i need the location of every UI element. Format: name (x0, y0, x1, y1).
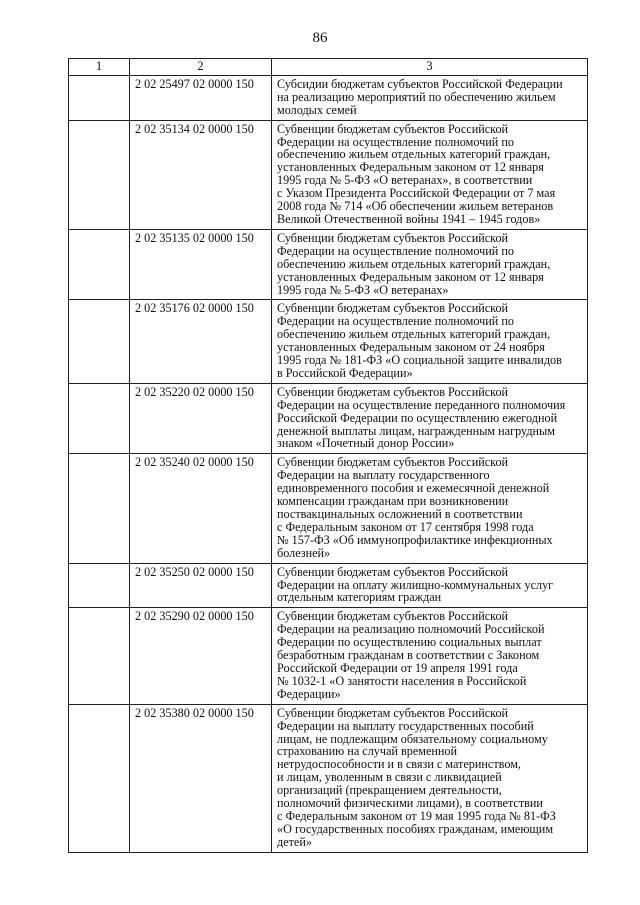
row-index-cell (69, 608, 130, 704)
table-row (69, 383, 588, 454)
budget-code-cell: 2 02 35380 02 0000 150 (130, 704, 272, 852)
column-header-1: 1 (69, 59, 130, 76)
table-row (69, 120, 588, 229)
description-cell: Субсидии бюджетам субъектов Российской Федерации на реализацию мероприятий по обеспечению жильем молодых семей (272, 75, 588, 120)
row-index-cell (69, 563, 130, 608)
description-cell: Субвенции бюджетам субъектов Российской Федерации на оплату жилищно-коммунальных услуг отдельным категориям граждан (272, 563, 588, 608)
budget-code-cell: 2 02 35176 02 0000 150 (130, 300, 272, 383)
budget-code-cell: 2 02 35290 02 0000 150 (130, 608, 272, 704)
row-index-cell (69, 300, 130, 383)
budget-code-cell: 2 02 25497 02 0000 150 (130, 75, 272, 120)
description-cell: Субвенции бюджетам субъектов Российской Федерации на осуществление полномочий по обеспечению жильем отдельных категорий граждан, установленных Федеральным законом от 12 января 1995 года № 5-ФЗ «О ветеранах», в соответствии с Указом Президента Российской Федерации от 7 мая 2008 года № 714 «Об обеспечении жильем ветеранов Великой Отечественной войны 1941 – 1945 годов» (272, 120, 588, 229)
budget-code-cell: 2 02 35240 02 0000 150 (130, 454, 272, 563)
description-cell: Субвенции бюджетам субъектов Российской Федерации на выплату государственных пособий лицам, не подлежащим обязательному социальному страхованию на случай временной нетрудоспособности и в связи с материнством, и лицам, уволенным в связи с ликвидацией организаций (прекращением деятельности, полномочий физическими лицами), в соответствии с Федеральным законом от 19 мая 1995 года № 81-ФЗ «О государственных пособиях гражданам, имеющим детей» (272, 704, 588, 852)
description-cell: Субвенции бюджетам субъектов Российской Федерации на выплату государственного единовременного пособия и ежемесячной денежной компенсации гражданам при возникновении поствакцинальных осложнений в соответствии с Федеральным законом от 17 сентября 1998 года № 157-ФЗ «Об иммунопрофилактике инфекционных болезней» (272, 454, 588, 563)
row-index-cell (69, 704, 130, 852)
table-header-row (69, 59, 588, 76)
description-cell: Субвенции бюджетам субъектов Российской Федерации на осуществление переданного полномочия Российской Федерации по осуществлению ежегодной денежной выплаты лицам, награжденным нагрудным знаком «Почетный донор России» (272, 383, 588, 454)
table-row (69, 300, 588, 383)
row-index-cell (69, 383, 130, 454)
description-cell: Субвенции бюджетам субъектов Российской Федерации на осуществление полномочий по обеспечению жильем отдельных категорий граждан, установленных Федеральным законом от 24 ноября 1995 года № 181-ФЗ «О социальной защите инвалидов в Российской Федерации» (272, 300, 588, 383)
description-cell: Субвенции бюджетам субъектов Российской Федерации на реализацию полномочий Российской Федерации по осуществлению социальных выплат безработным гражданам в соответствии с Законом Российской Федерации от 19 апреля 1991 года № 1032-1 «О занятости населения в Российской Федерации» (272, 608, 588, 704)
row-index-cell (69, 229, 130, 300)
row-index-cell (69, 120, 130, 229)
budget-code-cell: 2 02 35134 02 0000 150 (130, 120, 272, 229)
table-row (69, 563, 588, 608)
table-row (69, 229, 588, 300)
row-index-cell (69, 75, 130, 120)
budget-code-cell: 2 02 35135 02 0000 150 (130, 229, 272, 300)
column-header-2: 2 (130, 59, 272, 76)
table-row (69, 608, 588, 704)
description-cell: Субвенции бюджетам субъектов Российской Федерации на осуществление полномочий по обеспечению жильем отдельных категорий граждан, установленных Федеральным законом от 12 января 1995 года № 5-ФЗ «О ветеранах» (272, 229, 588, 300)
table-row (69, 454, 588, 563)
budget-classification-table (68, 58, 588, 853)
table-row (69, 75, 588, 120)
page-number: 86 (312, 30, 328, 46)
table-row (69, 704, 588, 852)
column-header-3: 3 (272, 59, 588, 76)
row-index-cell (69, 454, 130, 563)
budget-code-cell: 2 02 35220 02 0000 150 (130, 383, 272, 454)
budget-code-cell: 2 02 35250 02 0000 150 (130, 563, 272, 608)
